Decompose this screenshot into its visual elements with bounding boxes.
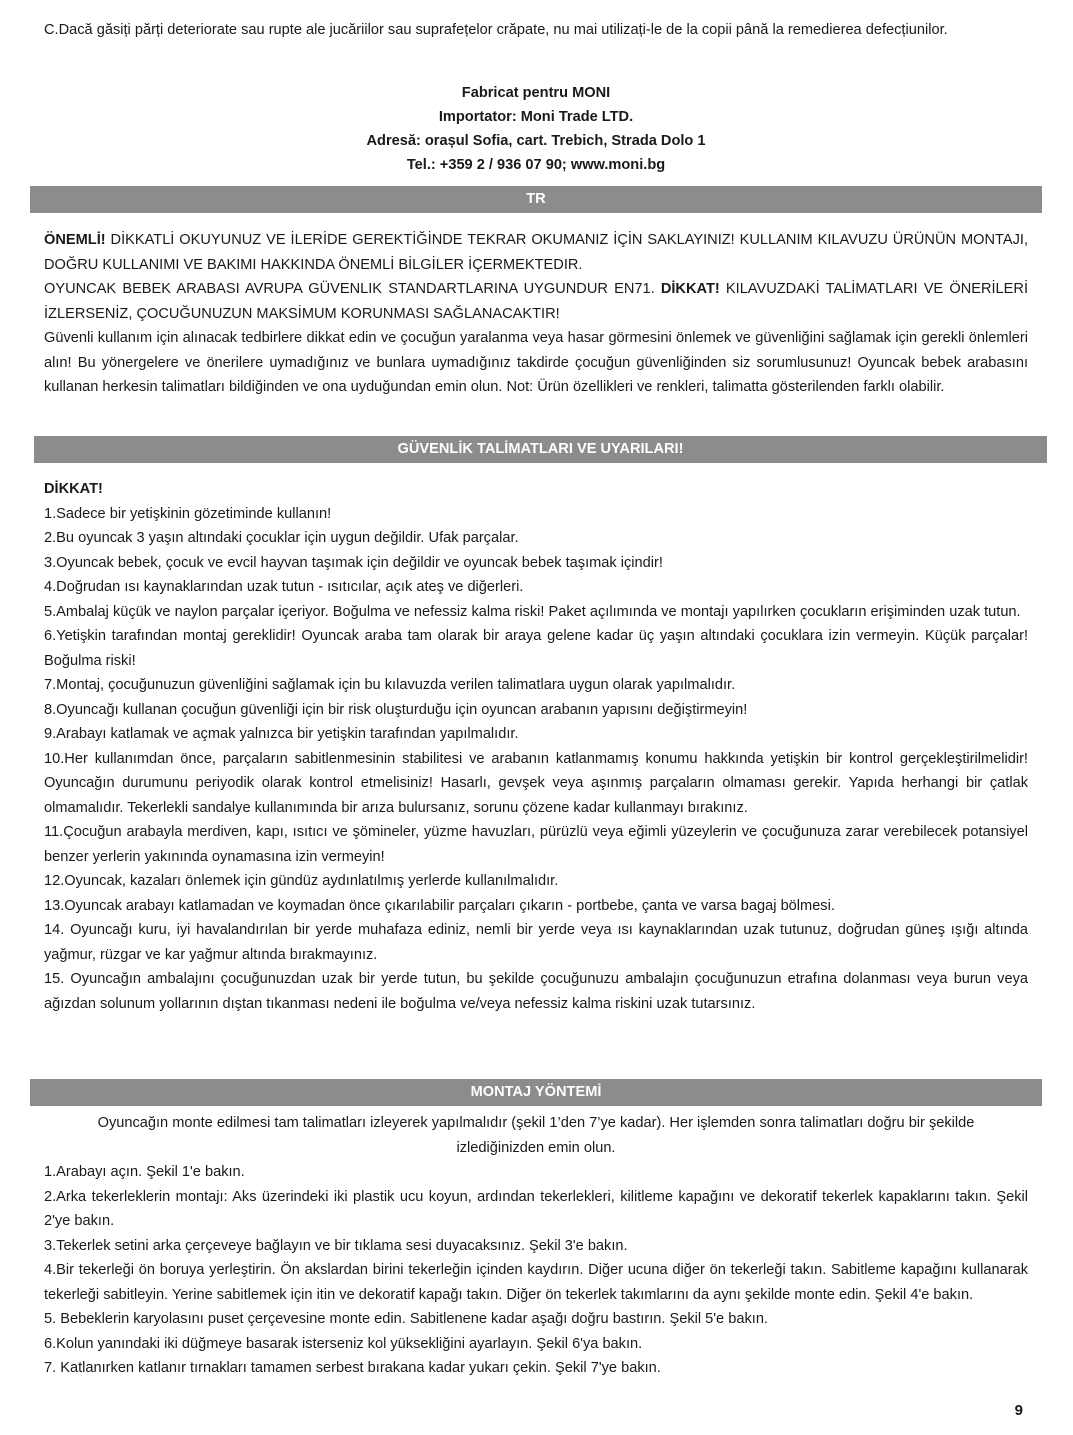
- manufacturer-line-4: Tel.: +359 2 / 936 07 90; www.moni.bg: [406, 157, 666, 173]
- list-item: 11.Çocuğun arabayla merdiven, kapı, ısıtıcı ve şömineler, yüzme havuzları, pürüzlü veya eğimli yüzeylerin ve çocuğunuza zarar verebilecek potansiyel benzer yerlerin yakınında oynamasına izin vermeyin!: [44, 824, 1028, 865]
- list-item: 14. Oyuncağı kuru, iyi havalandırılan bir yerde muhafaza ediniz, nemli bir yerde veya ısı kaynaklarından uzak tutunuz, doğrudan güneş ışığı altında yağmur, rüzgar ve kar yağmur altında bırakmayınız.: [44, 922, 1028, 963]
- list-item: 10.Her kullanımdan önce, parçaların sabitlenmesinin stabilitesi ve arabanın katlanmamış konumu hakkında yetişkin bir kontrol gerçekleştirilmelidir! Oyuncağın durumunu periyodik olarak kontrol etmelisiniz! Hasarlı, gevşek veya aşınmış parçaların olmaması gerekir. Yapıda herhangi bir çatlak olmamalıdır. Tekerlekli sandalye kullanımında bir arıza bulursanız, sorunu çözene kadar kullanmayı bırakınız.: [44, 750, 1028, 816]
- list-item: 5.Ambalaj küçük ve naylon parçalar içeriyor. Boğulma ve nefessiz kalma riski! Paket açılımında ve montajı yapılırken çocukların erişiminden uzak tutun.: [44, 603, 1021, 620]
- intro-paragraph-1: [44, 228, 1028, 277]
- page-number: 9: [1014, 1402, 1023, 1419]
- list-item: 1.Arabayı açın. Şekil 1'e bakın.: [44, 1164, 245, 1180]
- ro-tail-text: C.Dacă găsiți părți deteriorate sau rupte ale jucăriilor sau suprafețelor crăpate, nu mai utilizați-le de la copii până la remedierea defecțiunilor.: [44, 22, 948, 38]
- list-item: 5. Bebeklerin karyolasını puset çerçevesine monte edin. Sabitlenene kadar aşağı doğru bastırın. Şekil 5'e bakın.: [44, 1311, 768, 1327]
- list-item: 7.Montaj, çocuğunuzun güvenliğini sağlamak için bu kılavuzda verilen talimatlara uygun olarak yapılmalıdır.: [44, 677, 736, 693]
- list-item: 3.Tekerlek setini arka çerçeveye bağlayın ve bir tıklama sesi duyacaksınız. Şekil 3'e bakın.: [44, 1237, 628, 1254]
- list-item: 4.Bir tekerleği ön boruya yerleştirin. Ön akslardan birini tekerleğin içinden kaydırın. Diğer ucuna diğer ön tekerleği takın. Sabitleme kapağını kullanarak tekerleği sabitleyin. Yerine sabitlemek için itin ve dekoratif kapağı takın. Diğer ön tekerlek takımlarını da aynı şekilde monte edin. Şekil 4'e bakın.: [44, 1262, 1028, 1303]
- safety-bar: GÜVENLİK TALİMATLARI VE UYARILARI!: [34, 436, 1047, 463]
- list-item: 15. Oyuncağın ambalajını çocuğunuzdan uzak bir yerde tutun, bu şekilde çocuğunuzu ambalajın çocuğunuzun etrafına dolanması veya burun veya ağızdan solunum yollarının dıştan tıkanması nedeni ile boğulma ve/veya nefessiz kalma riskini uzak tutarsınız.: [44, 971, 1028, 1012]
- intro-p2a-text: OYUNCAK BEBEK ARABASI AVRUPA GÜVENLIK STANDARTLARINA UYGUNDUR EN71.: [44, 281, 661, 297]
- list-item: 8.Oyuncağı kullanan çocuğun güvenliği için bir risk oluşturduğu için oyuncan arabanın yapısını değiştirmeyin!: [44, 701, 748, 718]
- important-label: ÖNEMLİ!: [44, 232, 106, 248]
- safety-section: [44, 477, 1028, 1016]
- list-item: 3.Oyuncak bebek, çocuk ve evcil hayvan taşımak için değildir ve oyuncak bebek taşımak içindir!: [44, 554, 663, 571]
- attention-label: DİKKAT!: [660, 281, 720, 297]
- assembly-bar: MONTAJ YÖNTEMİ: [30, 1079, 1042, 1106]
- list-item: 4.Doğrudan ısı kaynaklarından uzak tutun - ısıtıcılar, açık ateş ve diğerleri.: [44, 579, 524, 595]
- list-item: 13.Oyuncak arabayı katlamadan ve koymadan önce çıkarılabilir parçaları çıkarın - portbebe, çanta ve varsa bagaj bölmesi.: [44, 897, 835, 914]
- intro-paragraph-2: [44, 277, 1028, 326]
- manufacturer-line-2: Importator: Moni Trade LTD.: [438, 109, 634, 125]
- assembly-intro: Oyuncağın monte edilmesi tam talimatları izleyerek yapılmalıdır (şekil 1’den 7’ye kadar). Her işlemden sonra talimatları doğru bir şekilde izlediğinizden emin olun.: [97, 1115, 975, 1156]
- manufacturer-block: [44, 81, 1028, 177]
- safety-heading: DİKKAT!: [44, 481, 103, 497]
- list-item: 12.Oyuncak, kazaları önlemek için gündüz aydınlatılmış yerlerde kullanılmalıdır.: [44, 873, 559, 889]
- list-item: 9.Arabayı katlamak ve açmak yalnızca bir yetişkin tarafından yapılmalıdır.: [44, 726, 519, 742]
- list-item: 7. Katlanırken katlanır tırnakları tamamen serbest bırakana kadar yukarı çekin. Şekil 7'ye bakın.: [44, 1360, 661, 1376]
- list-item: 6.Kolun yanındaki iki düğmeye basarak isterseniz kol yüksekliğini ayarlayın. Şekil 6'ya bakın.: [44, 1335, 643, 1352]
- intro-paragraph-3: Güvenli kullanım için alınacak tedbirlere dikkat edin ve çocuğun yaralanma veya hasar görmesini önlemek ve güvenliğini sağlamak için gerekli önlemleri alın! Bu yönergelere ve önerilere uymadığınız ve bunlara uymadığınız takdirde çocuğun güvenliğinden siz sorumlusunuz! Oyuncak bebek arabasını kullanan herkesin talimatları bildiğinden ve ona uyduğundan emin olun. Not: Ürün özellikleri ve renkleri, talimatta gösterilenden farklı olabilir.: [44, 330, 1028, 395]
- list-item: 1.Sadece bir yetişkinin gözetiminde kullanın!: [44, 505, 332, 522]
- list-item: 2.Arka tekerleklerin montajı: Aks üzerindeki iki plastik ucu koyun, ardından tekerlekleri, kilitleme kapağını ve dekoratif tekerlek kapaklarını takın. Şekil 2'ye bakın.: [44, 1188, 1028, 1229]
- list-item: 6.Yetişkin tarafından montaj gereklidir! Oyuncak araba tam olarak bir araya gelene kadar üç yaşın altındaki çocuklara izin vermeyin. Küçük parçalar! Boğulma riski!: [44, 628, 1028, 669]
- intro-p2b-text: KILAVUZDAKİ TALİMATLARI VE ÖNERİLERİ İZLERSENİZ, ÇOCUĞUNUZUN MAKSİMUM KORUNMASI SAĞLANACAKTIR!: [44, 281, 1028, 322]
- manufacturer-line-1: Fabricat pentru MONI: [461, 85, 611, 101]
- assembly-section: [44, 1111, 1028, 1381]
- intro-p1-text: DİKKATLİ OKUYUNUZ VE İLERİDE GEREKTİĞİNDE TEKRAR OKUMANIZ İÇİN SAKLAYINIZ! KULLANIM KILAVUZU ÜRÜNÜN MONTAJI, DOĞRU KULLANIMI VE BAKIMI HAKKINDA ÖNEMLİ BİLGİLER İÇERMEKTEDIR.: [44, 232, 1028, 273]
- list-item: 2.Bu oyuncak 3 yaşın altındaki çocuklar için uygun değildir. Ufak parçalar.: [44, 530, 519, 546]
- intro-section: [44, 228, 1028, 400]
- manufacturer-line-3: Adresă: orașul Sofia, cart. Trebich, Strada Dolo 1: [366, 133, 706, 149]
- ro-tail-section: [44, 18, 1028, 43]
- language-bar: TR: [30, 186, 1042, 213]
